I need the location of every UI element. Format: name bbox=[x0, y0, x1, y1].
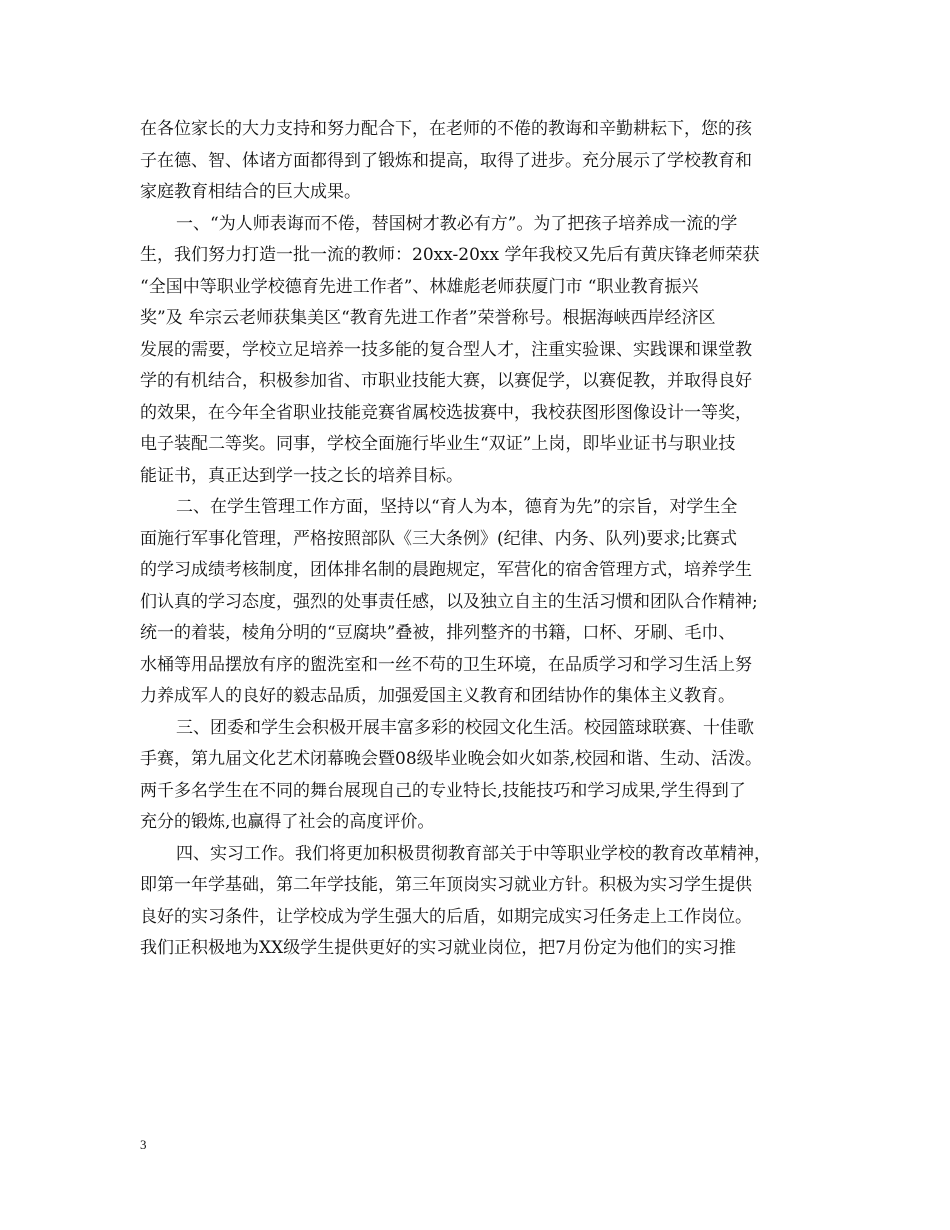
paragraph-line: 水桶等用品摆放有序的盥洗室和一丝不苟的卫生环境，在品质学习和学习生活上努 bbox=[140, 654, 752, 675]
paragraph-line: 们认真的学习态度，强烈的处事责任感，以及独立自主的生活习惯和团队合作精神; bbox=[140, 591, 758, 612]
paragraph-line: 学的有机结合，积极参加省、市职业技能大赛，以赛促学，以赛促教，并取得良好 bbox=[140, 371, 752, 391]
paragraph-line: 良好的实习条件，让学校成为学生强大的后盾，如期完成实习任务走上工作岗位。 bbox=[140, 906, 752, 927]
paragraph-line: 两千多名学生在不同的舞台展现自己的专业特长,技能技巧和学习成果,学生得到了 bbox=[140, 780, 746, 801]
paragraph-line: 的学习成绩考核制度，团体排名制的晨跑规定，军营化的宿舍管理方式，培养学生 bbox=[140, 560, 752, 580]
paragraph-line: 统一的着装，棱角分明的“豆腐块”叠被，排列整齐的书籍，口杯、牙刷、毛巾、 bbox=[140, 623, 736, 643]
paragraph-line: 能证书，真正达到学一技之长的培养目标。 bbox=[140, 465, 463, 486]
page-number: 3 bbox=[140, 1137, 147, 1152]
paragraph-line: 家庭教育相结合的巨大成果。 bbox=[140, 182, 361, 202]
paragraph-line: 奖”及 牟宗云老师获集美区“教育先进工作者”荣誉称号。根据海峡西岸经济区 bbox=[140, 308, 716, 328]
document-body bbox=[140, 114, 824, 965]
paragraph-line: 面施行军事化管理，严格按照部队《三大条例》(纪律、内务、队列)要求;比赛式 bbox=[140, 528, 737, 549]
paragraph-line: “全国中等职业学校德育先进工作者”、林雄彪老师获厦门市 “职业教育振兴 bbox=[140, 276, 699, 297]
paragraph-line: 子在德、智、体诸方面都得到了锻炼和提高，取得了进步。充分展示了学校教育和 bbox=[140, 150, 752, 171]
paragraph-line: 发展的需要，学校立足培养一技多能的复合型人才，注重实验课、实践课和课堂教 bbox=[140, 339, 752, 360]
paragraph-line: 三、团委和学生会积极开展丰富多彩的校园文化生活。校园篮球联赛、十佳歌 bbox=[176, 717, 754, 738]
paragraph-line: 充分的锻炼,也赢得了社会的高度评价。 bbox=[140, 812, 435, 832]
paragraph-line: 四、实习工作。我们将更加积极贯彻教育部关于中等职业学校的教育改革精神， bbox=[176, 843, 771, 864]
paragraph-line: 一、“为人师表诲而不倦，替国树才教必有方”。为了把孩子培养成一流的学 bbox=[176, 213, 738, 234]
paragraph-line: 二、在学生管理工作方面，坚持以“育人为本，德育为先”的宗旨，对学生全 bbox=[176, 497, 738, 517]
paragraph-line: 的效果，在今年全省职业技能竞赛省属校选拔赛中，我校获图形图像设计一等奖， bbox=[140, 402, 752, 423]
paragraph-line: 在各位家长的大力支持和努力配合下，在老师的不倦的教诲和辛勤耕耘下，您的孩 bbox=[140, 119, 752, 139]
paragraph-line: 我们正积极地为XX级学生提供更好的实习就业岗位，把7月份定为他们的实习推 bbox=[140, 938, 737, 958]
paragraph-line: 力养成军人的良好的毅志品质，加强爱国主义教育和团结协作的集体主义教育。 bbox=[140, 686, 735, 706]
paragraph-line: 即第一年学基础，第二年学技能，第三年顶岗实习就业方针。积极为实习学生提供 bbox=[140, 875, 752, 895]
paragraph-line: 生，我们努力打造一批一流的教师：20xx-20xx 学年我校又先后有黄庆锋老师荣获 bbox=[140, 245, 760, 265]
paragraph-line: 电子装配二等奖。同事，学校全面施行毕业生“双证”上岗，即毕业证书与职业技 bbox=[140, 434, 736, 454]
paragraph-line: 手赛，第九届文化艺术闭幕晚会暨08级毕业晚会如火如荼,校园和谐、生动、活泼。 bbox=[140, 749, 763, 769]
